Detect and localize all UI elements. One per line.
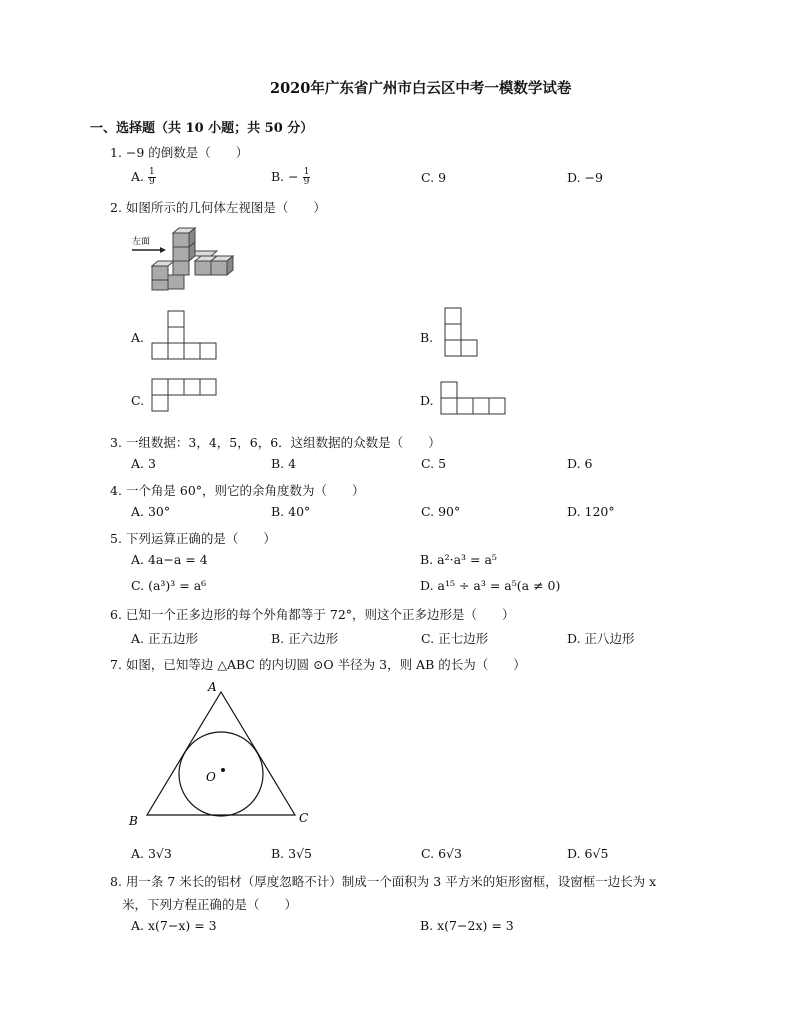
- question-2-option-d: D.: [420, 393, 434, 408]
- question-7-option-a: A. 3√3: [131, 846, 172, 861]
- denominator: 9: [149, 177, 155, 187]
- view-option-c: [152, 378, 222, 414]
- view-option-b: [445, 307, 485, 359]
- question-5-stem: 5. 下列运算正确的是（ ）: [110, 531, 276, 546]
- question-5-option-a: A. 4a−a = 4: [131, 552, 208, 567]
- arrow-head-icon: [160, 247, 166, 253]
- question-5-option-c: C. (a³)³ = a⁶: [131, 578, 207, 593]
- option-b-prefix: B. −: [271, 169, 299, 184]
- question-5-option-d: D. a¹⁵ ÷ a³ = a⁵(a ≠ 0): [420, 578, 561, 593]
- vertex-a-label: A: [208, 680, 217, 694]
- question-6-option-a: A. 正五边形: [131, 631, 198, 646]
- question-3-option-a: A. 3: [131, 456, 156, 471]
- question-6-option-b: B. 正六边形: [271, 631, 339, 646]
- page-title: 2020年广东省广州市白云区中考一模数学试卷: [270, 80, 572, 97]
- question-2-option-a: A.: [131, 330, 145, 345]
- view-option-a: [152, 310, 222, 362]
- question-7-option-b: B. 3√5: [271, 846, 313, 861]
- fraction: [148, 168, 156, 187]
- triangle-incircle-figure: [125, 676, 325, 831]
- option-a-prefix: A.: [131, 169, 145, 184]
- question-4-stem: 4. 一个角是 60°，则它的余角度数为（ ）: [110, 483, 365, 498]
- question-1-option-a: [131, 168, 156, 187]
- question-1-option-b: [271, 168, 310, 187]
- question-4-option-a: A. 30°: [131, 504, 171, 519]
- question-3-option-d: D. 6: [567, 456, 593, 471]
- vertex-b-label: B: [129, 814, 138, 828]
- question-3-stem: 3. 一组数据：3，4，5，6，6．这组数据的众数是（ ）: [110, 435, 441, 450]
- question-8-option-a: A. x(7−x) = 3: [131, 918, 217, 933]
- fraction: [303, 168, 311, 187]
- numerator: 1: [149, 167, 155, 177]
- solid-figure: [130, 225, 240, 295]
- question-6-stem: 6. 已知一个正多边形的每个外角都等于 72°，则这个正多边形是（ ）: [110, 607, 515, 622]
- left-view-label: 左面: [132, 237, 151, 247]
- question-3-option-c: C. 5: [421, 456, 447, 471]
- question-2-stem: 2. 如图所示的几何体左视图是（ ）: [110, 200, 326, 215]
- question-8-stem-line1: 8. 用一条 7 米长的铝材（厚度忽略不计）制成一个面积为 3 平方米的矩形窗框，设窗框一边长为 x: [110, 874, 657, 889]
- cubes: [152, 228, 233, 290]
- question-4-option-d: D. 120°: [567, 504, 615, 519]
- center-o-label: O: [206, 770, 216, 784]
- section-heading: 一、选择题（共 10 小题；共 50 分）: [90, 121, 314, 136]
- question-1-option-d: D. −9: [567, 170, 603, 185]
- question-1-stem: 1. −9 的倒数是（ ）: [110, 145, 249, 160]
- question-8-stem-line2: 米，下列方程正确的是（ ）: [122, 897, 298, 912]
- question-8-option-b: B. x(7−2x) = 3: [420, 918, 514, 933]
- center-point: [221, 768, 225, 772]
- question-7-option-d: D. 6√5: [567, 846, 609, 861]
- question-5-option-b: B. a²·a³ = a⁵: [420, 552, 497, 567]
- question-3-option-b: B. 4: [271, 456, 297, 471]
- question-4-option-b: B. 40°: [271, 504, 311, 519]
- question-4-option-c: C. 90°: [421, 504, 461, 519]
- question-6-option-d: D. 正八边形: [567, 631, 635, 646]
- numerator: 1: [303, 167, 310, 177]
- question-6-option-c: C. 正七边形: [421, 631, 489, 646]
- incircle-o: [179, 732, 263, 816]
- question-2-option-b: B.: [420, 330, 434, 345]
- vertex-c-label: C: [299, 811, 309, 825]
- question-7-option-c: C. 6√3: [421, 846, 462, 861]
- question-2-option-c: C.: [131, 393, 145, 408]
- view-option-d: [441, 381, 511, 417]
- question-7-stem: 7. 如图，已知等边 △ABC 的内切圆 ⊙O 半径为 3，则 AB 的长为（ ）: [110, 657, 526, 672]
- denominator: 9: [303, 177, 310, 187]
- question-1-option-c: C. 9: [421, 170, 447, 185]
- triangle-abc: [147, 692, 295, 815]
